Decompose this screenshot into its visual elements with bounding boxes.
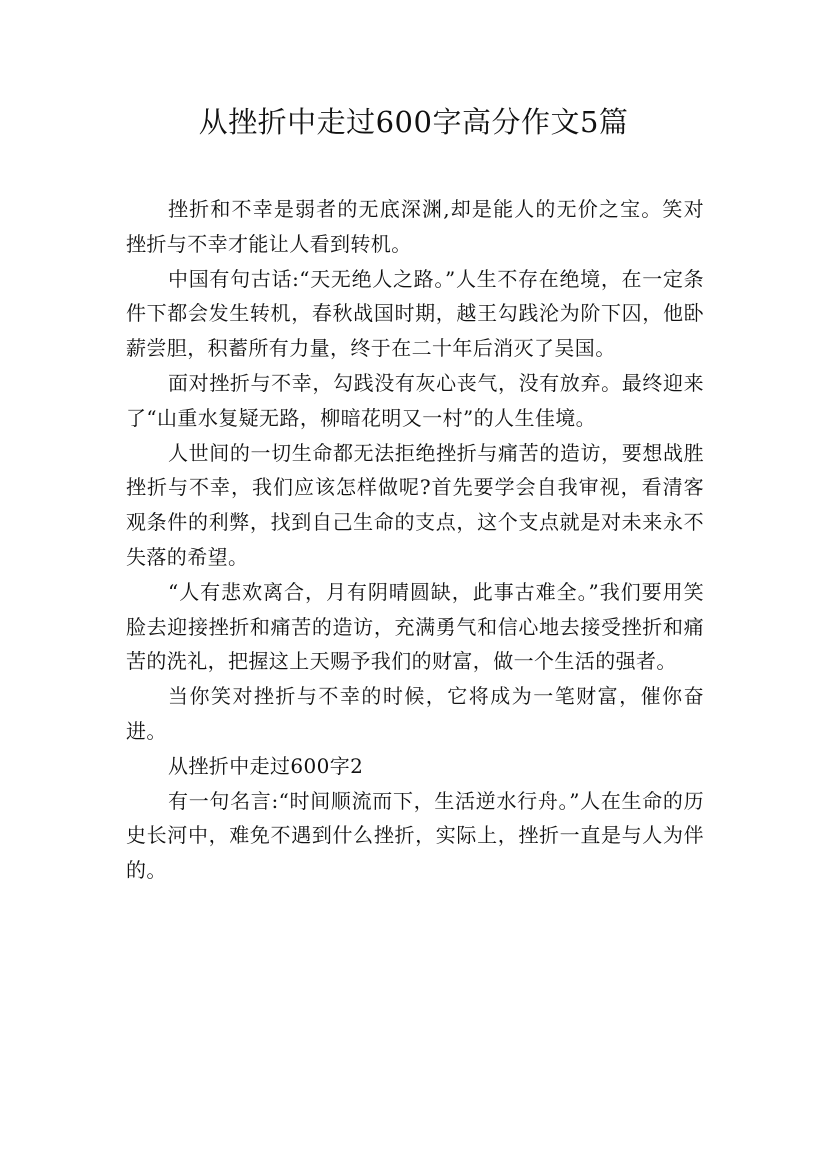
paragraph: 当你笑对挫折与不幸的时候，它将成为一笔财富，催你奋进。 <box>126 684 704 743</box>
paragraph: 人世间的一切生命都无法拒绝挫折与痛苦的造访，要想战胜挫折与不幸，我们应该怎样做呢?首先要学会自我审视，看清客观条件的利弊，找到自己生命的支点，这个支点就是对未来永不失落的希望。 <box>126 440 704 569</box>
document-title: 从挫折中走过600字高分作文5篇 <box>198 105 629 139</box>
paragraph: 面对挫折与不幸，勾践没有灰心丧气，没有放弃。最终迎来了“山重水复疑无路，柳暗花明又一村”的人生佳境。 <box>126 370 704 430</box>
section-heading: 从挫折中走过600字2 <box>168 753 364 778</box>
paragraph: 有一句名言:“时间顺流而下，生活逆水行舟。”人在生命的历史长河中，难免不遇到什么挫折，实际上，挫折一直是与人为伴的。 <box>126 788 704 883</box>
paragraph: 挫折和不幸是弱者的无底深渊,却是能人的无价之宝。笑对挫折与不幸才能让人看到转机。 <box>126 197 704 256</box>
document-body <box>126 192 704 888</box>
paragraph: “人有悲欢离合，月有阴晴圆缺，此事古难全。”我们要用笑脸去迎接挫折和痛苦的造访，充满勇气和信心地去接受挫折和痛苦的洗礼，把握这上天赐予我们的财富，做一个生活的强者。 <box>126 579 704 674</box>
paragraph: 中国有句古话:“天无绝人之路。”人生不存在绝境，在一定条件下都会发生转机，春秋战国时期，越王勾践沦为阶下囚，他卧薪尝胆，积蓄所有力量，终于在二十年后消灭了吴国。 <box>126 266 704 361</box>
